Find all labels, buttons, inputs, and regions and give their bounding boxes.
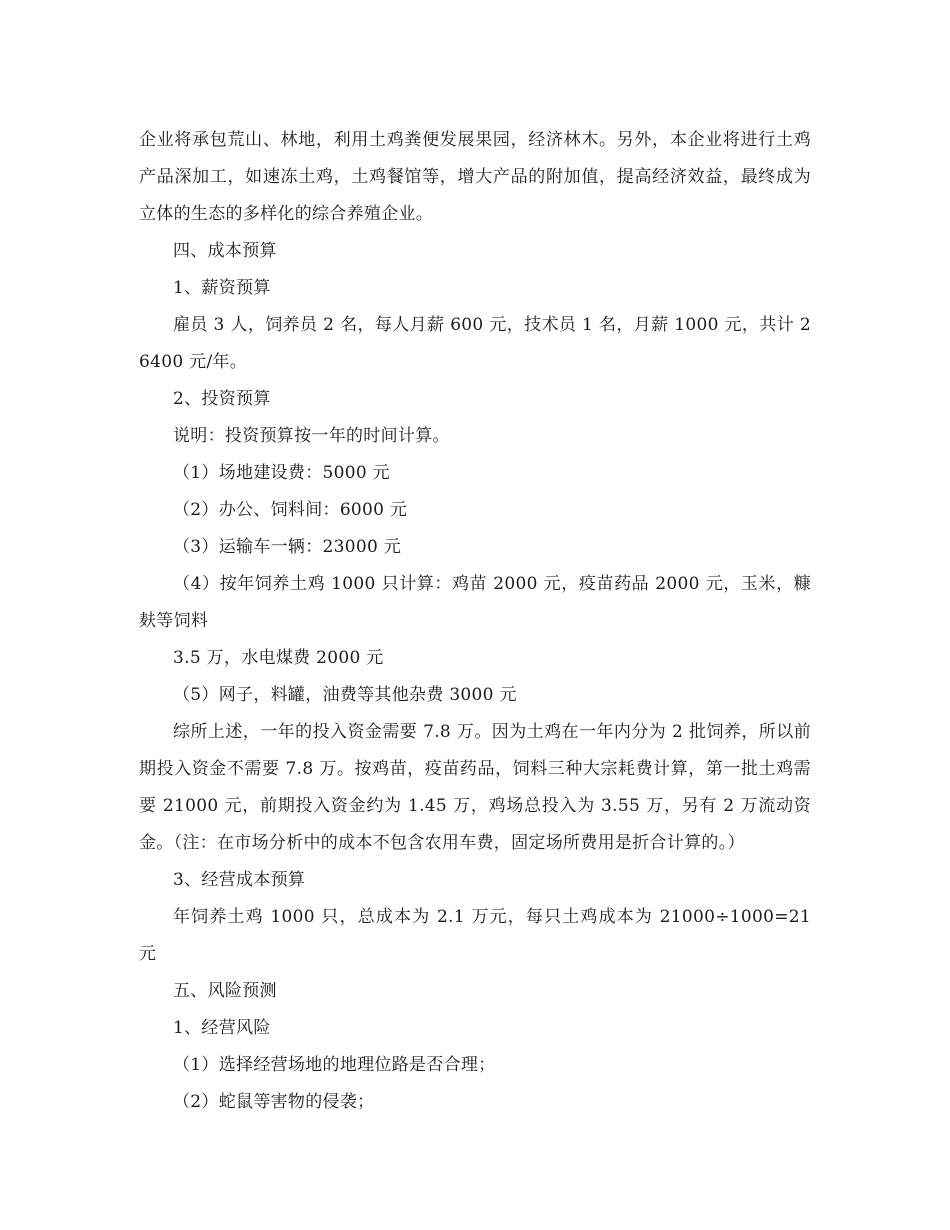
- subheading-operating-risk: 1、经营风险: [173, 1018, 271, 1038]
- subheading-investment-budget: 2、投资预算: [173, 389, 271, 409]
- list-item-pest-risk: （2）蛇鼠等害物的侵袭；: [173, 1092, 375, 1112]
- list-item-breeding-costs-cont: 3.5 万，水电煤费 2000 元: [173, 648, 384, 668]
- paragraph-operating-cost-detail: 年饲养土鸡 1000 只，总成本为 2.1 万元，每只土鸡成本为 21000÷1000=21 元: [139, 907, 811, 964]
- paragraph-investment-summary: 综所上述，一年的投入资金需要 7.8 万。因为土鸡在一年内分为 2 批饲养，所以前期投入资金不需要 7.8 万。按鸡苗，疫苗药品，饲料三种大宗耗费计算，第一批土鸡需要 21000 元，前期投入资金约为 1.45 万，鸡场总投入为 3.55 万，另有 2 万流动资金。（注：在市场分析中的成本不包含农用车费，固定场所费用是折合计算的。）: [139, 722, 811, 853]
- heading-cost-budget: 四、成本预算: [173, 241, 277, 261]
- list-item-breeding-costs: （4）按年饲养土鸡 1000 只计算：鸡苗 2000 元，疫苗药品 2000 元，玉米，糠麸等饲料: [139, 574, 811, 631]
- list-item-site-location-risk: （1）选择经营场地的地理位路是否合理；: [173, 1055, 496, 1075]
- list-item-misc-costs: （5）网子，料罐，油费等其他杂费 3000 元: [173, 685, 517, 705]
- paragraph-orchard-plan: 企业将承包荒山、林地，利用土鸡粪便发展果园，经济林木。另外，本企业将进行土鸡产品深加工，如速冻土鸡，土鸡餐馆等，增大产品的附加值，提高经济效益，最终成为立体的生态的多样化的综合养殖企业。: [139, 130, 811, 224]
- list-item-site-construction: （1）场地建设费：5000 元: [173, 463, 390, 483]
- subheading-operating-cost: 3、经营成本预算: [173, 870, 306, 890]
- document-body: [139, 122, 811, 1121]
- list-item-transport-vehicle: （3）运输车一辆：23000 元: [173, 537, 402, 557]
- paragraph-salary-detail: 雇员 3 人，饲养员 2 名，每人月薪 600 元，技术员 1 名，月薪 1000 元，共计 26400 元/年。: [139, 315, 811, 372]
- heading-risk-forecast: 五、风险预测: [173, 981, 277, 1001]
- list-item-office-feed-room: （2）办公、饲料间：6000 元: [173, 500, 408, 520]
- subheading-salary-budget: 1、薪资预算: [173, 278, 271, 298]
- paragraph-investment-note: 说明：投资预算按一年的时间计算。: [173, 426, 450, 446]
